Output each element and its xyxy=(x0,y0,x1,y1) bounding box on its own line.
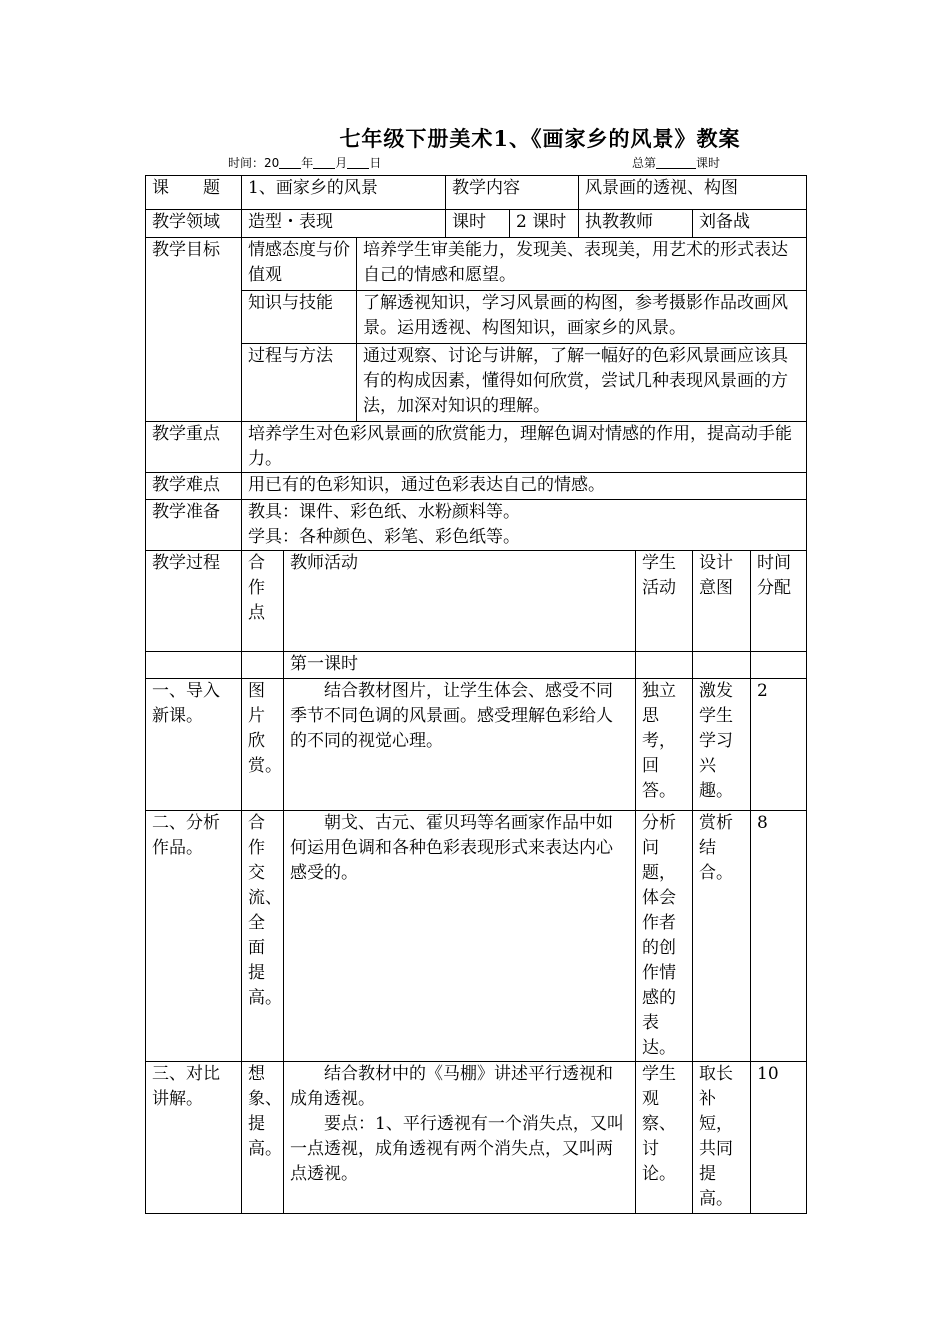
key-point-text: 培养学生对色彩风景画的欣赏能力，理解色调对情感的作用，提高动手能力。 xyxy=(242,422,807,473)
key-point-label: 教学重点 xyxy=(146,422,242,473)
preparation-student-tools: 学具：各种颜色、彩笔、彩色纸等。 xyxy=(248,527,520,547)
teacher-activity-1 xyxy=(284,679,636,811)
session-blank-4 xyxy=(693,652,751,679)
method-1: 图片欣赏。 xyxy=(242,679,284,811)
total-blank xyxy=(656,156,696,169)
topic-label: 课 题 xyxy=(146,176,242,210)
table-row xyxy=(146,679,807,811)
stage-2: 二、分析作品。 xyxy=(146,811,242,1062)
goal-text-3: 通过观察、讨论与讲解，了解一幅好的色彩风景画应该具有的构成因素，懂得如何欣赏，尝试几种表现风景画的方法，加深对知识的理解。 xyxy=(357,344,807,422)
total-suffix: 课时 xyxy=(696,156,721,170)
goal-name-2: 知识与技能 xyxy=(242,291,357,344)
row-goal-1 xyxy=(146,238,807,291)
time-2: 8 xyxy=(751,811,807,1062)
stage-3: 三、对比讲解。 xyxy=(146,1062,242,1214)
goals-label: 教学目标 xyxy=(146,238,242,422)
teacher-activity-1-text: 结合教材图片，让学生体会、感受不同季节不同色调的风景画。感受理解色彩给人的不同的视觉心理。 xyxy=(290,681,613,751)
method-3: 想象、提高。 xyxy=(242,1062,284,1214)
row-domain xyxy=(146,210,807,238)
student-activity-2: 分析问题，体会作者的创作情感的表达。 xyxy=(636,811,693,1062)
session-label: 第一课时 xyxy=(284,652,636,679)
method-2: 合作交流、全面提高。 xyxy=(242,811,284,1062)
time-1: 2 xyxy=(751,679,807,811)
table-row xyxy=(146,811,807,1062)
time-line xyxy=(228,154,381,171)
hours-value: 2 课时 xyxy=(510,210,579,238)
row-goal-2 xyxy=(146,291,807,344)
session-blank-1 xyxy=(146,652,242,679)
hours-label: 课时 xyxy=(446,210,510,238)
domain-value: 造型・表现 xyxy=(242,210,446,238)
design-intent-1: 激发学生学习兴趣。 xyxy=(693,679,751,811)
col-method-header: 合作点 xyxy=(242,551,284,652)
day-blank xyxy=(347,156,369,169)
col-teacher-header: 教师活动 xyxy=(284,551,636,652)
session-blank-3 xyxy=(636,652,693,679)
teacher-activity-3-points: 要点：1、平行透视有一个消失点，又叫一点透视，成角透视有两个消失点，又叫两点透视。 xyxy=(290,1114,624,1184)
content-value: 风景画的透视、构图 xyxy=(579,176,807,210)
month-label: 月 xyxy=(335,156,348,170)
goal-text-2: 了解透视知识，学习风景画的构图，参考摄影作品改画风景。运用透视、构图知识，画家乡的风景。 xyxy=(357,291,807,344)
row-topic xyxy=(146,176,807,210)
row-key-point xyxy=(146,422,807,473)
preparation-cell xyxy=(242,500,807,551)
row-process-header xyxy=(146,551,807,652)
time-3: 10 xyxy=(751,1062,807,1214)
topic-value: 1、画家乡的风景 xyxy=(242,176,446,210)
total-hours-line xyxy=(632,154,720,171)
difficulty-text: 用已有的色彩知识，通过色彩表达自己的情感。 xyxy=(242,473,807,500)
total-prefix: 总第 xyxy=(632,156,657,170)
preparation-label: 教学准备 xyxy=(146,500,242,551)
time-label: 时间：20 xyxy=(228,156,280,170)
teacher-activity-2-text: 朝戈、古元、霍贝玛等名画家作品中如何运用色调和各种色彩表现形式来表达内心感受的。 xyxy=(290,813,613,883)
page-title: 七年级下册美术1、《画家乡的风景》教案 xyxy=(339,126,741,151)
stage-1: 一、导入新课。 xyxy=(146,679,242,811)
col-time-header: 时间分配 xyxy=(751,551,807,652)
process-label: 教学过程 xyxy=(146,551,242,652)
row-preparation xyxy=(146,500,807,551)
student-activity-1: 独立思考，回答。 xyxy=(636,679,693,811)
goal-name-3: 过程与方法 xyxy=(242,344,357,422)
teacher-activity-3-text: 结合教材中的《马棚》讲述平行透视和成角透视。 xyxy=(290,1064,613,1109)
day-label: 日 xyxy=(369,156,382,170)
teacher-activity-3 xyxy=(284,1062,636,1214)
teacher-label: 执教教师 xyxy=(579,210,693,238)
row-goal-3 xyxy=(146,344,807,422)
design-intent-2: 赏析结合。 xyxy=(693,811,751,1062)
row-difficulty xyxy=(146,473,807,500)
year-label: 年 xyxy=(301,156,314,170)
goal-text-1: 培养学生审美能力，发现美、表现美，用艺术的形式表达自己的情感和愿望。 xyxy=(357,238,807,291)
goal-name-1: 情感态度与价值观 xyxy=(242,238,357,291)
col-design-header: 设计意图 xyxy=(693,551,751,652)
teacher-activity-2 xyxy=(284,811,636,1062)
row-session xyxy=(146,652,807,679)
teacher-value: 刘备战 xyxy=(693,210,807,238)
year-blank xyxy=(279,156,301,169)
student-activity-3: 学生观察、讨论。 xyxy=(636,1062,693,1214)
lesson-plan-table xyxy=(145,175,807,1214)
table-row xyxy=(146,1062,807,1214)
difficulty-label: 教学难点 xyxy=(146,473,242,500)
content-label: 教学内容 xyxy=(446,176,579,210)
design-intent-3: 取长补短，共同提高。 xyxy=(693,1062,751,1214)
month-blank xyxy=(313,156,335,169)
session-blank-2 xyxy=(242,652,284,679)
session-blank-5 xyxy=(751,652,807,679)
domain-label: 教学领域 xyxy=(146,210,242,238)
col-student-header: 学生活动 xyxy=(636,551,693,652)
preparation-teacher-tools: 教具：课件、彩色纸、水粉颜料等。 xyxy=(248,502,520,522)
